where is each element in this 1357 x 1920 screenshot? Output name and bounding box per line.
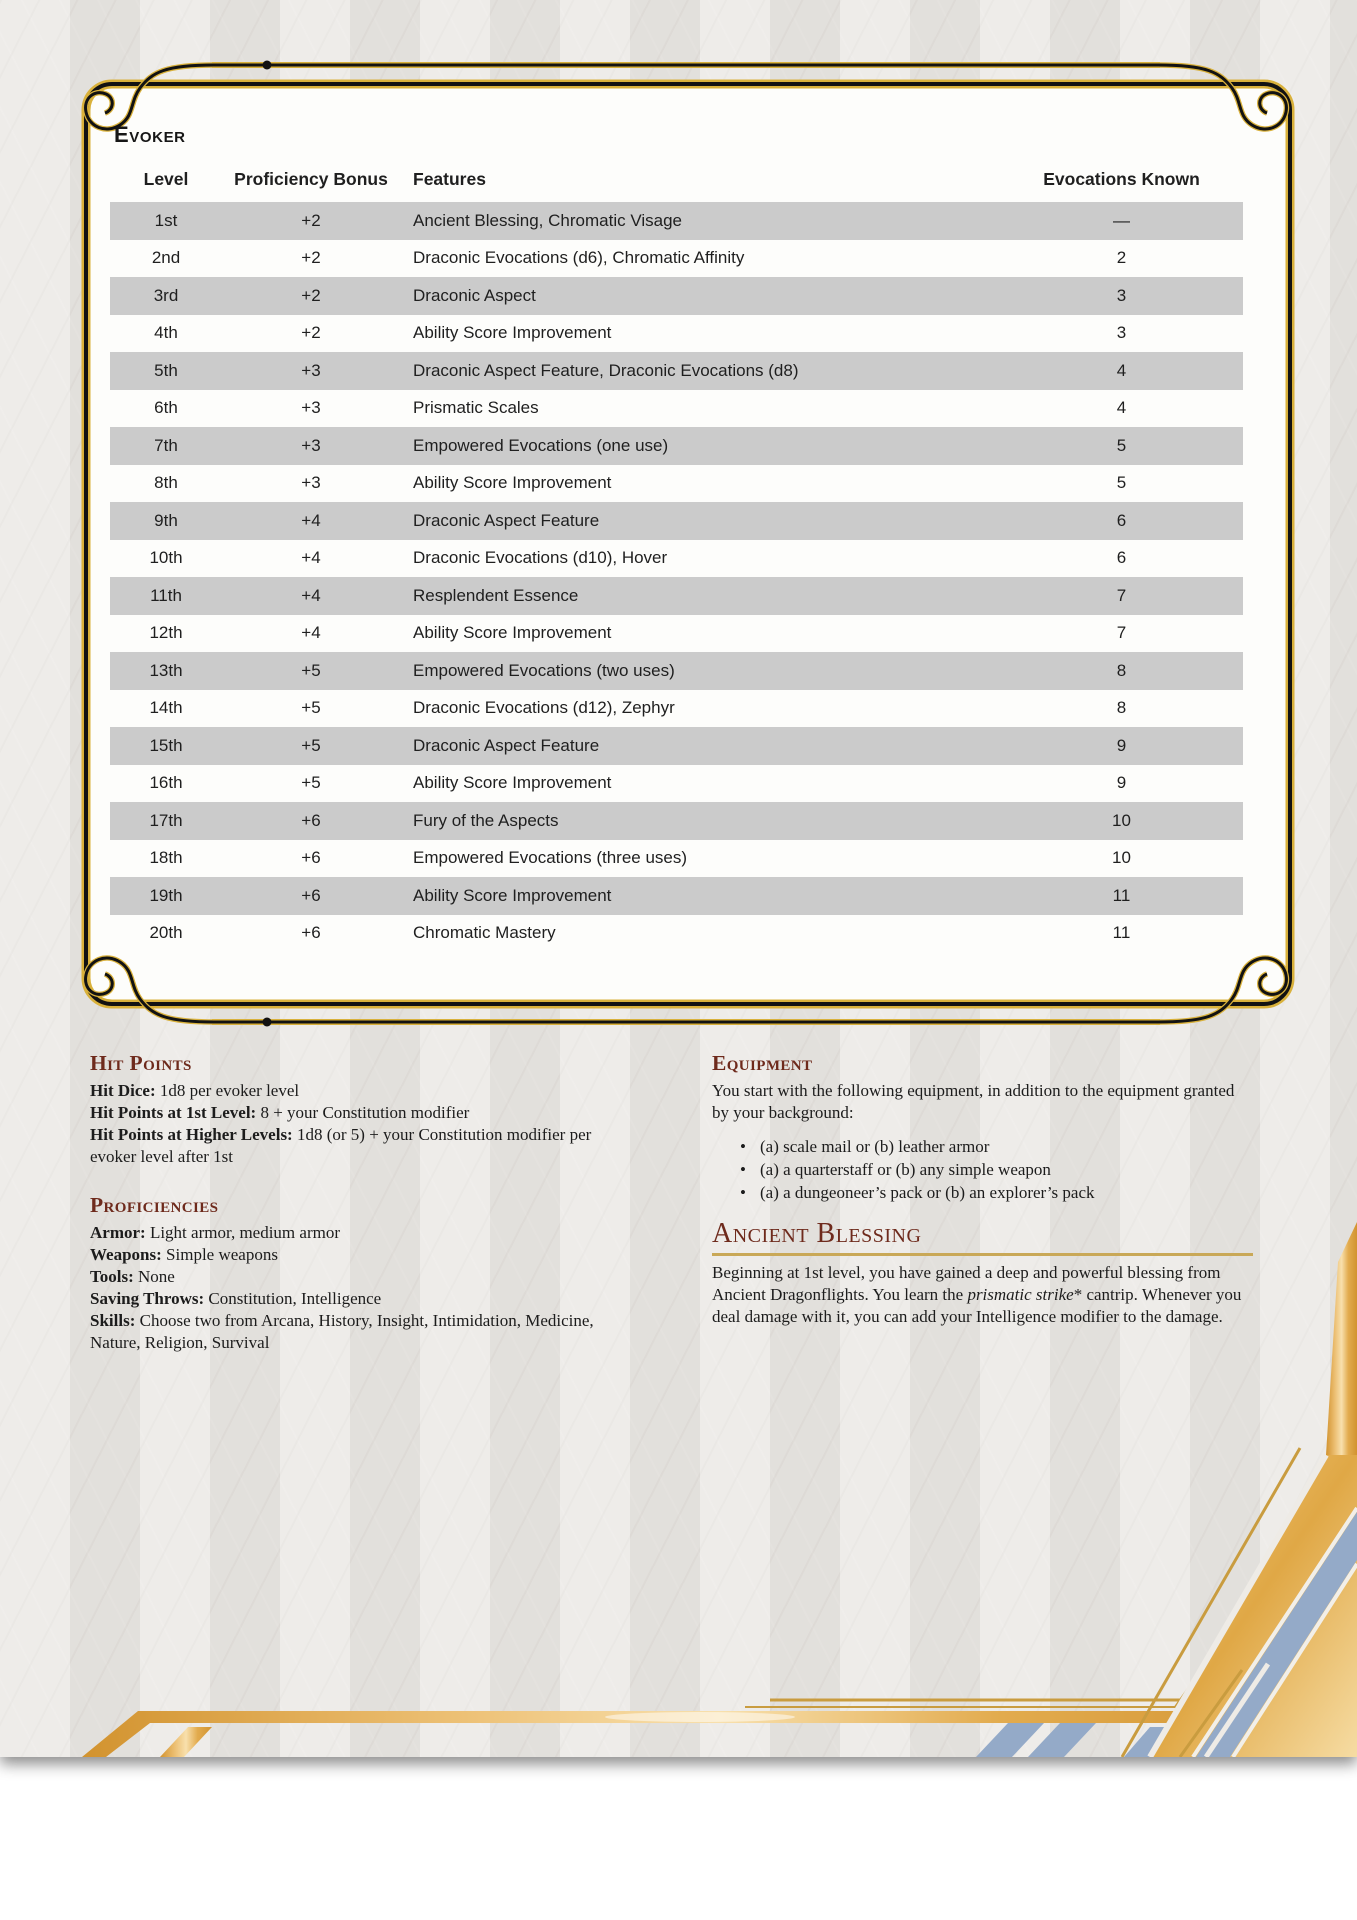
table-cell: Ancient Blessing, Chromatic Visage: [413, 210, 682, 230]
table-cell: +6: [301, 923, 321, 943]
table-cell: —: [1113, 210, 1130, 230]
table-cell: 9: [1116, 773, 1127, 793]
table-cell: 5: [1116, 473, 1127, 493]
attribute-label: Armor:: [90, 1223, 146, 1242]
table-cell: +4: [301, 623, 321, 643]
column-header-level: Level: [143, 168, 189, 189]
class-title: Evoker: [114, 122, 186, 147]
table-row: [110, 277, 1243, 315]
table-row: [110, 877, 1243, 915]
attribute-line: Weapons: Simple weapons: [90, 1245, 278, 1264]
equipment-intro: You start with the following equipment, in addition to the equipment granted by your background:: [712, 1081, 1235, 1122]
table-row: [110, 352, 1243, 390]
table-cell: Fury of the Aspects: [413, 810, 559, 830]
table-cell: 10: [1112, 848, 1131, 868]
table-cell: 3rd: [153, 285, 179, 305]
table-cell: 9th: [154, 510, 178, 530]
hit-points-heading: Hit Points: [90, 1051, 192, 1075]
table-cell: Resplendent Essence: [413, 585, 579, 605]
proficiencies-heading: Proficiencies: [90, 1193, 219, 1217]
table-cell: Ability Score Improvement: [413, 885, 612, 905]
table-row: [110, 802, 1243, 840]
table-row: [110, 502, 1243, 540]
table-row: [110, 615, 1243, 653]
ancient-blessing-text: Beginning at 1st level, you have gained a deep and powerful blessing from Ancient Dragonflights. You learn the: [712, 1263, 1221, 1304]
table-cell: 17th: [149, 810, 183, 830]
table-row: [110, 727, 1243, 765]
ancient-blessing-text-end: * cantrip. Whenever you deal damage with it, you can add your Intelligence modifier to the damage.: [712, 1285, 1242, 1326]
table-cell: 11th: [150, 585, 182, 605]
table-cell: 15th: [149, 735, 183, 755]
table-cell: +5: [301, 735, 321, 755]
table-cell: Ability Score Improvement: [413, 323, 612, 343]
column-header-proficiency-bonus: Proficiency Bonus: [234, 168, 388, 189]
table-cell: 6: [1116, 510, 1127, 530]
table-cell: +2: [301, 248, 321, 268]
class-progression-table: [110, 156, 1243, 952]
table-cell: Empowered Evocations (one use): [413, 435, 669, 455]
table-cell: 20th: [149, 923, 183, 943]
table-cell: 19th: [149, 885, 183, 905]
ancient-blessing-body: [712, 1262, 1253, 1328]
table-cell: +4: [301, 510, 321, 530]
attribute-line: Saving Throws: Constitution, Intelligence: [90, 1289, 382, 1308]
table-cell: Draconic Aspect Feature: [413, 510, 600, 530]
table-cell: +6: [301, 848, 321, 868]
table-cell: +4: [301, 548, 321, 568]
attribute-line: Armor: Light armor, medium armor: [90, 1223, 340, 1242]
table-row: [110, 315, 1243, 353]
attribute-label: Tools:: [90, 1267, 134, 1286]
attribute-label: Saving Throws:: [90, 1289, 205, 1308]
table-cell: Prismatic Scales: [413, 398, 539, 418]
table-cell: +5: [301, 698, 321, 718]
attribute-line: Hit Points at Higher Levels: 1d8 (or 5) + your Constitution modifier per evoker level after 1st: [90, 1125, 592, 1166]
table-header-row: [110, 156, 1243, 202]
ancient-blessing-heading: Ancient Blessing: [712, 1218, 1253, 1256]
table-cell: 18th: [149, 848, 183, 868]
table-cell: 2: [1116, 248, 1127, 268]
table-cell: 16th: [149, 773, 183, 793]
gold-wedge: [1326, 1222, 1357, 1455]
attribute-line: Hit Points at 1st Level: 8 + your Constitution modifier: [90, 1103, 470, 1122]
table-cell: 5th: [154, 360, 178, 380]
equipment-item: • (a) scale mail or (b) leather armor: [712, 1136, 1253, 1158]
table-cell: 7: [1116, 585, 1127, 605]
table-cell: 5: [1116, 435, 1127, 455]
table-cell: Ability Score Improvement: [413, 623, 612, 643]
table-row: [110, 465, 1243, 503]
gold-corner: [1150, 1455, 1357, 1757]
table-cell: 8: [1116, 698, 1127, 718]
stat-block-frame: [62, 56, 1310, 1031]
table-row: [110, 390, 1243, 428]
proficiencies-lines: [90, 1222, 640, 1354]
table-row: [110, 427, 1243, 465]
table-cell: +6: [301, 885, 321, 905]
table-cell: 6th: [154, 398, 178, 418]
table-cell: 4th: [154, 323, 178, 343]
table-cell: +2: [301, 323, 321, 343]
table-row: [110, 202, 1243, 240]
table-cell: 14th: [149, 698, 183, 718]
table-cell: 10th: [149, 548, 183, 568]
equipment-heading: Equipment: [712, 1051, 813, 1075]
table-cell: Empowered Evocations (two uses): [413, 660, 675, 680]
attribute-label: Weapons:: [90, 1245, 162, 1264]
table-cell: 6: [1116, 548, 1127, 568]
table-cell: Draconic Aspect Feature: [413, 735, 600, 755]
table-cell: Draconic Evocations (d10), Hover: [413, 548, 668, 568]
table-row: [110, 540, 1243, 578]
attribute-label: Hit Points at Higher Levels:: [90, 1125, 293, 1144]
table-row: [110, 765, 1243, 803]
table-cell: Draconic Evocations (d12), Zephyr: [413, 698, 675, 718]
column-header-features: Features: [413, 168, 486, 189]
table-cell: +5: [301, 773, 321, 793]
table-cell: 4: [1116, 360, 1127, 380]
table-cell: 9: [1116, 735, 1127, 755]
table-cell: +2: [301, 210, 321, 230]
equipment-item: • (a) a quarterstaff or (b) any simple weapon: [712, 1159, 1253, 1181]
equipment-item: • (a) a dungeoneer’s pack or (b) an explorer’s pack: [712, 1182, 1253, 1204]
attribute-label: Skills:: [90, 1311, 136, 1330]
gold-bar: [82, 1711, 1357, 1757]
table-row: [110, 240, 1243, 278]
table-cell: Draconic Aspect Feature, Draconic Evocations (d8): [413, 360, 799, 380]
table-cell: 1st: [154, 210, 178, 230]
table-cell: 8th: [154, 473, 178, 493]
table-cell: Chromatic Mastery: [413, 923, 556, 943]
ancient-blessing-spell-name: prismatic strike: [967, 1285, 1074, 1304]
blue-band: [1196, 1512, 1357, 1757]
table-cell: 11: [1112, 885, 1131, 905]
table-cell: 13th: [149, 660, 183, 680]
table-cell: Draconic Aspect: [413, 285, 536, 305]
table-cell: 3: [1116, 323, 1127, 343]
hit-points-lines: [90, 1080, 640, 1168]
equipment-list: [712, 1136, 1253, 1204]
table-cell: 4: [1116, 398, 1127, 418]
table-cell: +6: [301, 810, 321, 830]
table-cell: Empowered Evocations (three uses): [413, 848, 688, 868]
attribute-line: Tools: None: [90, 1267, 175, 1286]
table-cell: Draconic Evocations (d6), Chromatic Affinity: [413, 248, 745, 268]
attribute-label: Hit Points at 1st Level:: [90, 1103, 257, 1122]
table-row: [110, 915, 1243, 953]
section-spacer: [90, 1168, 640, 1192]
table-cell: 10: [1112, 810, 1131, 830]
attribute-line: Hit Dice: 1d8 per evoker level: [90, 1081, 300, 1100]
table-row: [110, 652, 1243, 690]
table-cell: +2: [301, 285, 321, 305]
table-row: [110, 840, 1243, 878]
table-cell: 12th: [149, 623, 183, 643]
table-cell: 11: [1112, 923, 1131, 943]
stat-table-body: [110, 202, 1243, 952]
table-cell: 2nd: [151, 248, 181, 268]
attribute-line: Skills: Choose two from Arcana, History, Insight, Intimidation, Medicine, Nature, Religion, Survival: [90, 1311, 594, 1352]
table-row: [110, 690, 1243, 728]
table-cell: +3: [301, 435, 321, 455]
table-cell: +3: [301, 398, 321, 418]
table-cell: +3: [301, 360, 321, 380]
column-header-evocations-known: Evocations Known: [1043, 168, 1200, 189]
table-cell: 7th: [154, 435, 178, 455]
table-cell: 7: [1116, 623, 1127, 643]
left-column: [90, 1050, 640, 1354]
table-cell: 3: [1116, 285, 1127, 305]
attribute-label: Hit Dice:: [90, 1081, 156, 1100]
table-cell: +3: [301, 473, 321, 493]
table-cell: Ability Score Improvement: [413, 773, 612, 793]
right-column: [712, 1050, 1253, 1328]
table-row: [110, 577, 1243, 615]
blue-stripe: [976, 1723, 1044, 1757]
table-cell: 8: [1116, 660, 1127, 680]
table-cell: Ability Score Improvement: [413, 473, 612, 493]
table-cell: +4: [301, 585, 321, 605]
table-cell: +5: [301, 660, 321, 680]
